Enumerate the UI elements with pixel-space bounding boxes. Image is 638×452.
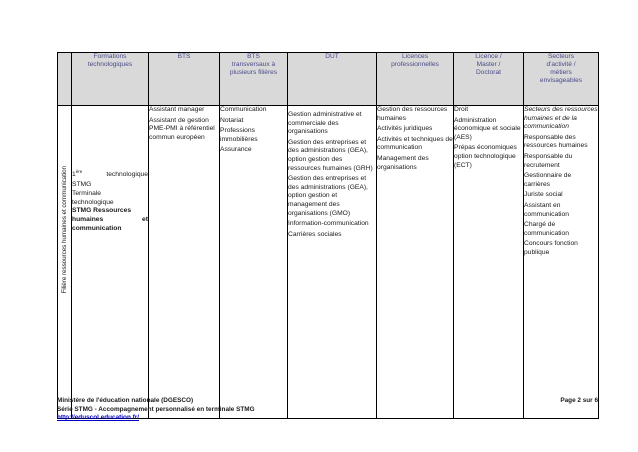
bts-cell [149,106,220,419]
header-bts-transversaux: BTS transversaux à plusieurs filières [220,53,288,106]
secteur-item: Gestionnaire de carrières [524,172,572,188]
licence-pro-item: Gestion des ressources humaines [377,106,448,122]
header-bts: BTS [149,53,220,106]
bts-transversal-item: Assurance [220,146,252,154]
dut-item: Gestion administrative et commerciale des organisations [288,111,362,136]
dut-item: Carrières sociales [288,230,342,238]
header-secteurs: Secteurs d'activité / métiers envisageables [524,53,599,106]
dut-cell [288,106,377,419]
footer-link[interactable]: http://eduscol.education.fr/ [57,414,140,422]
dut-item: Information-communication [288,220,369,228]
bts-item: Assistant manager [149,106,205,113]
dut-item: Gestion des entreprises et des administrations (GEA), option gestion et management des organisations (GMO) [288,175,368,217]
lmd-cell [454,106,524,419]
bts-transversal-item: Communication [220,106,267,113]
formation-line4: technologique [72,198,114,206]
row-label-cell [58,106,72,419]
header-licences-pro: Licences professionnelles [377,53,454,106]
formation-line6: humaines et [72,215,148,223]
bts-item: Assistant de gestion PME-PMI à référentiel commun européen [149,116,215,141]
secteur-heading: Secteurs des ressources humaines et de la communication [524,106,598,131]
orientation-table [57,52,599,422]
licence-pro-item: Activités juridiques [377,125,433,133]
footer-page-number: Page 2 sur 6 [560,397,598,404]
lmd-item: Droit [454,106,469,113]
formation-line3: Terminale [72,190,101,198]
bts-transversal-item: Professions immobilières [220,127,258,143]
footer-series: Série STMG - Accompagnement personnalisé en terminale STMG [57,405,255,413]
formation-line1: 1ère technologique [72,168,148,178]
lmd-item: Administration économique et sociale (AES) [454,116,521,141]
secteur-item: Assistant en communication [524,201,569,218]
secteur-item: Responsable des ressources humaines [524,133,588,150]
formation-line7: communication [72,224,122,232]
licence-pro-item: Activités et techniques de communication [377,135,453,152]
secteur-item: Chargé de communication [524,221,569,237]
formation-cell [72,106,149,419]
secteur-item: Concours fonction publique [524,240,578,256]
row-label: Filière ressources humaines et communication [60,165,68,294]
header-dut: DUT [288,53,377,106]
licence-pro-item: Management des organisations [377,154,429,171]
filiere-row [58,106,599,419]
header-row [58,53,599,106]
secteur-item: Juriste social [524,191,563,199]
bts-transversaux-cell [220,106,288,419]
page-footer [57,397,598,423]
formation-line5: STMG Ressources [72,207,132,215]
secteur-item: Responsable du recrutement [524,152,573,169]
header-lmd: Licence / Master / Doctorat [454,53,524,106]
header-formations: Formations technologiques [72,53,149,106]
lmd-item: Prépas économiques option technologique (ECT) [454,144,517,169]
formation-line2: STMG [72,180,92,188]
licences-pro-cell [377,106,454,419]
bts-transversal-item: Notariat [220,116,244,124]
secteurs-cell [524,106,599,419]
header-blank [58,53,72,106]
dut-item: Gestion des entreprises et des administrations (GEA), option gestion des ressources humaines (GRH) [288,138,373,172]
footer-ministry: Ministère de l'éducation nationale (DGESCO) [57,397,194,404]
